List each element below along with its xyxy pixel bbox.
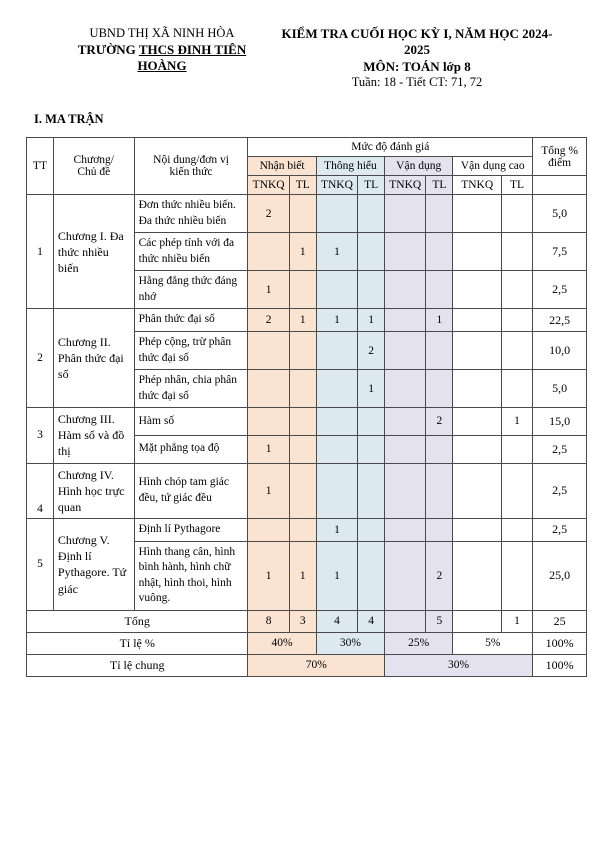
- cell-tong: 2,5: [533, 435, 587, 463]
- cell-vdc-tnkq: [453, 435, 502, 463]
- cell-tong: 25,0: [533, 541, 587, 610]
- cell-vd-tl: [426, 195, 453, 233]
- cell-th-tl: [358, 463, 385, 519]
- cell-th-tnkq: [316, 195, 357, 233]
- header-tong-pct: Tổng % điểm: [533, 138, 587, 176]
- cell-nb-tnkq: 2: [248, 195, 289, 233]
- cell-vdc-tnkq: [453, 408, 502, 436]
- exam-title: KIỂM TRA CUỐI HỌC KỲ I, NĂM HỌC 2024-2025: [281, 26, 553, 58]
- cell-tong: 2,5: [533, 271, 587, 309]
- footer-nb-tl: 3: [289, 610, 316, 632]
- cell-nb-tl: [289, 435, 316, 463]
- cell-vd-tl: [426, 331, 453, 369]
- cell-th-tl: 2: [358, 331, 385, 369]
- row-content: Định lí Pythagore: [134, 519, 248, 542]
- cell-vd-tnkq: [385, 541, 426, 610]
- cell-th-tl: [358, 195, 385, 233]
- exam-header-block: [272, 26, 562, 90]
- cell-th-tnkq: 1: [316, 519, 357, 542]
- cell-vd-tnkq: [385, 370, 426, 408]
- cell-vdc-tl: [501, 370, 532, 408]
- table-header-row-1: [27, 138, 587, 157]
- footer-nb-tnkq: 8: [248, 610, 289, 632]
- district-name: UBND THỊ XÃ NINH HÒA: [89, 26, 235, 40]
- cell-nb-tl: [289, 370, 316, 408]
- row-content: Hình chóp tam giác đều, tứ giác đều: [134, 463, 248, 519]
- footer-row-tong: [27, 610, 587, 632]
- footer-th-tl: 4: [358, 610, 385, 632]
- cell-th-tl: [358, 541, 385, 610]
- school-name: [52, 42, 272, 75]
- footer-vdc-tl: 1: [501, 610, 532, 632]
- cell-tong: 15,0: [533, 408, 587, 436]
- cell-vdc-tl: [501, 271, 532, 309]
- row-content: Các phép tính với đa thức nhiều biến: [134, 233, 248, 271]
- school-name-main: THCS ĐINH TIÊN HOÀNG: [137, 41, 247, 73]
- cell-tong: 5,0: [533, 370, 587, 408]
- cell-vdc-tnkq: [453, 541, 502, 610]
- cell-vdc-tnkq: [453, 370, 502, 408]
- cell-vdc-tnkq: [453, 271, 502, 309]
- row-chapter: Chương I. Đa thức nhiều biến: [53, 195, 134, 309]
- cell-tong: 2,5: [533, 463, 587, 519]
- cell-th-tnkq: [316, 271, 357, 309]
- row-chapter: Chương IV. Hình học trực quan: [53, 463, 134, 519]
- cell-vd-tnkq: [385, 408, 426, 436]
- cell-tong: 10,0: [533, 331, 587, 369]
- cell-th-tnkq: 1: [316, 309, 357, 332]
- cell-vd-tnkq: [385, 331, 426, 369]
- cell-th-tnkq: [316, 331, 357, 369]
- row-content: Mặt phẳng tọa độ: [134, 435, 248, 463]
- header-vd-tl: TL: [426, 176, 453, 195]
- row-content: Phân thức đại số: [134, 309, 248, 332]
- footer-ti-le-chung-label: Tỉ lệ chung: [27, 654, 248, 676]
- row-tt: 5: [27, 519, 54, 611]
- cell-vd-tl: [426, 519, 453, 542]
- header-tong-pct-spacer: [533, 176, 587, 195]
- cell-vdc-tl: [501, 541, 532, 610]
- cell-vd-tl: 2: [426, 408, 453, 436]
- cell-nb-tnkq: 1: [248, 463, 289, 519]
- cell-vd-tl: [426, 435, 453, 463]
- row-tt: 4: [27, 463, 54, 519]
- cell-th-tl: [358, 435, 385, 463]
- cell-vdc-tnkq: [453, 463, 502, 519]
- cell-vdc-tl: [501, 435, 532, 463]
- footer-ti-le-thong-hieu: 30%: [316, 632, 384, 654]
- cell-vd-tnkq: [385, 309, 426, 332]
- row-tt: 2: [27, 309, 54, 408]
- footer-vdc-tnkq: [453, 610, 502, 632]
- cell-vdc-tl: [501, 463, 532, 519]
- cell-nb-tnkq: 1: [248, 435, 289, 463]
- cell-nb-tnkq: [248, 233, 289, 271]
- footer-ti-le-label: Tỉ lệ %: [27, 632, 248, 654]
- cell-th-tl: 1: [358, 309, 385, 332]
- school-header-block: [52, 26, 272, 74]
- row-chapter: Chương III. Hàm số và đồ thị: [53, 408, 134, 464]
- cell-vd-tnkq: [385, 271, 426, 309]
- cell-nb-tl: 1: [289, 233, 316, 271]
- cell-vd-tnkq: [385, 463, 426, 519]
- row-tt: 1: [27, 195, 54, 309]
- cell-vd-tl: [426, 233, 453, 271]
- row-content: Hình thang cân, hình bình hành, hình chữ nhật, hình thoi, hình vuông.: [134, 541, 248, 610]
- row-tt: 3: [27, 408, 54, 464]
- table-row: [27, 408, 587, 436]
- footer-ti-le-chung-total: 100%: [533, 654, 587, 676]
- footer-row-ti-le-chung: [27, 654, 587, 676]
- footer-ti-le-chung-second: 30%: [385, 654, 533, 676]
- cell-vdc-tnkq: [453, 519, 502, 542]
- cell-vd-tl: 1: [426, 309, 453, 332]
- cell-vd-tl: [426, 370, 453, 408]
- cell-vdc-tl: [501, 309, 532, 332]
- cell-nb-tl: 1: [289, 309, 316, 332]
- header-vdc-tl: TL: [501, 176, 532, 195]
- section-title: I. MA TRẬN: [34, 112, 104, 127]
- cell-vd-tnkq: [385, 435, 426, 463]
- footer-row-ti-le: [27, 632, 587, 654]
- header-level-thong-hieu: Thông hiểu: [316, 157, 384, 176]
- cell-nb-tl: [289, 271, 316, 309]
- cell-th-tnkq: 1: [316, 541, 357, 610]
- row-content: Đơn thức nhiều biến. Đa thức nhiều biến: [134, 195, 248, 233]
- cell-vd-tnkq: [385, 233, 426, 271]
- cell-nb-tl: 1: [289, 541, 316, 610]
- cell-vd-tnkq: [385, 195, 426, 233]
- table-row: [27, 519, 587, 542]
- header-content: Nội dung/đơn vị kiến thức: [134, 138, 248, 195]
- table-row: [27, 195, 587, 233]
- cell-nb-tnkq: 2: [248, 309, 289, 332]
- cell-nb-tl: [289, 331, 316, 369]
- cell-nb-tnkq: [248, 370, 289, 408]
- header-nb-tl: TL: [289, 176, 316, 195]
- cell-nb-tnkq: [248, 519, 289, 542]
- row-content: Phép cộng, trừ phân thức đại số: [134, 331, 248, 369]
- cell-vdc-tl: 1: [501, 408, 532, 436]
- cell-th-tl: [358, 233, 385, 271]
- cell-nb-tnkq: [248, 408, 289, 436]
- header-vdc-tnkq: TNKQ: [453, 176, 502, 195]
- header-th-tl: TL: [358, 176, 385, 195]
- cell-vdc-tnkq: [453, 309, 502, 332]
- cell-th-tnkq: [316, 463, 357, 519]
- cell-nb-tl: [289, 408, 316, 436]
- footer-ti-le-chung-first: 70%: [248, 654, 385, 676]
- header-vd-tnkq: TNKQ: [385, 176, 426, 195]
- cell-th-tnkq: [316, 435, 357, 463]
- cell-vdc-tl: [501, 233, 532, 271]
- cell-vdc-tl: [501, 195, 532, 233]
- cell-tong: 2,5: [533, 519, 587, 542]
- cell-nb-tnkq: [248, 331, 289, 369]
- cell-vdc-tl: [501, 519, 532, 542]
- cell-vd-tl: [426, 463, 453, 519]
- header-level-van-dung-cao: Vận dụng cao: [453, 157, 533, 176]
- footer-ti-le-total: 100%: [533, 632, 587, 654]
- table-row: [27, 309, 587, 332]
- cell-tong: 7,5: [533, 233, 587, 271]
- cell-tong: 5,0: [533, 195, 587, 233]
- cell-vd-tnkq: [385, 519, 426, 542]
- exam-week-period: Tuần: 18 - Tiết CT: 71, 72: [351, 74, 483, 89]
- header-nb-tnkq: TNKQ: [248, 176, 289, 195]
- header-chapter: Chương/ Chủ đề: [53, 138, 134, 195]
- row-chapter: Chương II. Phân thức đại số: [53, 309, 134, 408]
- row-content: Hằng đẳng thức đáng nhớ: [134, 271, 248, 309]
- row-chapter: Chương V. Định lí Pythagore. Tứ giác: [53, 519, 134, 611]
- footer-vd-tnkq: [385, 610, 426, 632]
- cell-vdc-tnkq: [453, 331, 502, 369]
- row-content: Phép nhân, chia phân thức đại số: [134, 370, 248, 408]
- cell-vdc-tnkq: [453, 195, 502, 233]
- cell-th-tl: [358, 408, 385, 436]
- cell-vdc-tl: [501, 331, 532, 369]
- footer-tong-label: Tổng: [27, 610, 248, 632]
- cell-vd-tl: 2: [426, 541, 453, 610]
- cell-th-tnkq: [316, 370, 357, 408]
- cell-nb-tl: [289, 463, 316, 519]
- document-header: [22, 26, 587, 90]
- header-tt: TT: [27, 138, 54, 195]
- row-content: Hàm số: [134, 408, 248, 436]
- cell-nb-tl: [289, 195, 316, 233]
- exam-subject: MÔN: TOÁN lớp 8: [363, 58, 471, 74]
- cell-th-tl: [358, 519, 385, 542]
- footer-th-tnkq: 4: [316, 610, 357, 632]
- cell-nb-tl: [289, 519, 316, 542]
- footer-vd-tl: 5: [426, 610, 453, 632]
- cell-vdc-tnkq: [453, 233, 502, 271]
- cell-nb-tnkq: 1: [248, 271, 289, 309]
- header-level-van-dung: Vận dụng: [385, 157, 453, 176]
- footer-ti-le-van-dung: 25%: [385, 632, 453, 654]
- cell-th-tnkq: 1: [316, 233, 357, 271]
- cell-vd-tl: [426, 271, 453, 309]
- cell-th-tl: [358, 271, 385, 309]
- school-name-prefix: TRƯỜNG: [77, 41, 139, 57]
- matrix-table: [26, 137, 587, 676]
- footer-total: 25: [533, 610, 587, 632]
- cell-th-tnkq: [316, 408, 357, 436]
- header-th-tnkq: TNKQ: [316, 176, 357, 195]
- table-row: [27, 463, 587, 519]
- header-level-nhan-biet: Nhận biết: [248, 157, 316, 176]
- header-muc-do: Mức độ đánh giá: [248, 138, 533, 157]
- footer-ti-le-van-dung-cao: 5%: [453, 632, 533, 654]
- footer-ti-le-nhan-biet: 40%: [248, 632, 316, 654]
- cell-tong: 22,5: [533, 309, 587, 332]
- cell-th-tl: 1: [358, 370, 385, 408]
- cell-nb-tnkq: 1: [248, 541, 289, 610]
